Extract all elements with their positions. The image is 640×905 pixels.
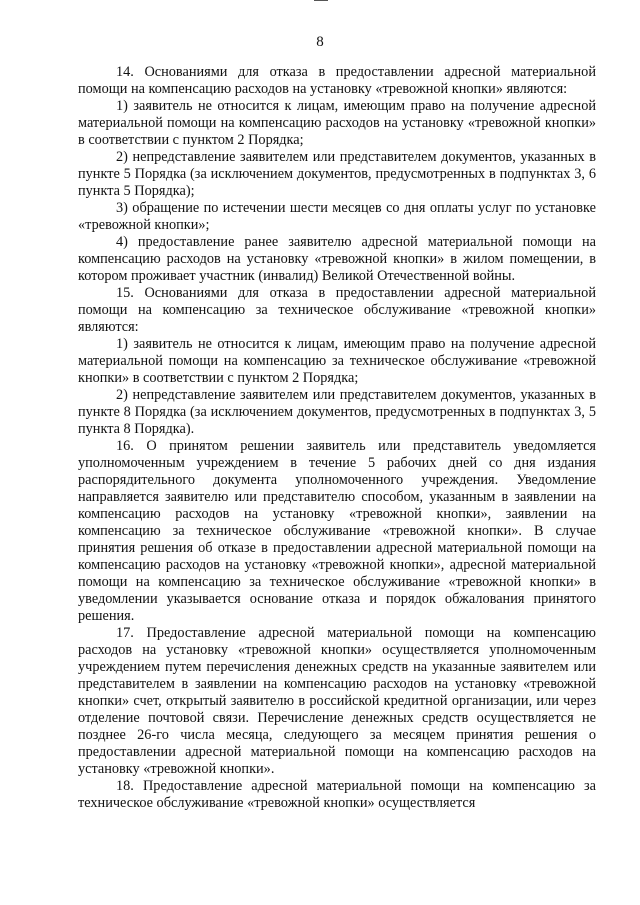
- document-body: [78, 64, 596, 812]
- paragraph-14: 14. Основаниями для отказа в предоставлении адресной материальной помощи на компенсацию расходов на установку «тревожной кнопки» являются:: [78, 64, 596, 97]
- scan-mark: [314, 0, 328, 1]
- page-number: 8: [316, 34, 324, 50]
- paragraph-16: 16. О принятом решении заявитель или представитель уведомляется уполномоченным учреждением в течение 5 рабочих дней со дня издания распорядительного документа уполномоченного учреждения. Уведомление направляется заявителю или представителю способом, указанным в заявлении на компенсацию расходов на установку «тревожной кнопки», заявлении на компенсацию за техническое обслуживание «тревожной кнопки». В случае принятия решения об отказе в предоставлении адресной материальной помощи на компенсацию расходов на установку «тревожной кнопки», адресной материальной помощи на компенсацию за техническое обслуживание «тревожной кнопки» в уведомлении указывается основание отказа и порядок обжалования принятого решения.: [78, 438, 596, 624]
- paragraph-14-item-3: 3) обращение по истечении шести месяцев со дня оплаты услуг по установке «тревожной кнопки»;: [78, 200, 596, 233]
- paragraph-14-item-2: 2) непредставление заявителем или представителем документов, указанных в пункте 5 Порядка (за исключением документов, предусмотренных в подпунктах 3, 6 пункта 5 Порядка);: [78, 149, 596, 199]
- paragraph-14-item-1: 1) заявитель не относится к лицам, имеющим право на получение адресной материальной помощи на компенсацию расходов на установку «тревожной кнопки» в соответствии с пунктом 2 Порядка;: [78, 98, 596, 148]
- paragraph-17: 17. Предоставление адресной материальной помощи на компенсацию расходов на установку «тревожной кнопки» осуществляется уполномоченным учреждением путем перечисления денежных средств на указанные заявителем или представителем в заявлении на компенсацию расходов на установку «тревожной кнопки» счет, открытый заявителю в российской кредитной организации, или через отделение почтовой связи. Перечисление денежных средств осуществляется не позднее 26-го числа месяца, следующего за месяцем принятия решения о предоставлении адресной материальной помощи на компенсацию расходов на установку «тревожной кнопки».: [78, 625, 596, 777]
- paragraph-14-item-4: 4) предоставление ранее заявителю адресной материальной помощи на компенсацию расходов на установку «тревожной кнопки» в жилом помещении, в котором проживает участник (инвалид) Великой Отечественной войны.: [78, 234, 596, 284]
- paragraph-15-item-2: 2) непредставление заявителем или представителем документов, указанных в пункте 8 Порядка (за исключением документов, предусмотренных в подпунктах 3, 5 пункта 8 Порядка).: [78, 387, 596, 437]
- paragraph-18: 18. Предоставление адресной материальной помощи на компенсацию за техническое обслуживание «тревожной кнопки» осуществляется: [78, 778, 596, 811]
- paragraph-15-item-1: 1) заявитель не относится к лицам, имеющим право на получение адресной материальной помощи на компенсацию за техническое обслуживание «тревожной кнопки» в соответствии с пунктом 2 Порядка;: [78, 336, 596, 386]
- paragraph-15: 15. Основаниями для отказа в предоставлении адресной материальной помощи на компенсацию за техническое обслуживание «тревожной кнопки» являются:: [78, 285, 596, 335]
